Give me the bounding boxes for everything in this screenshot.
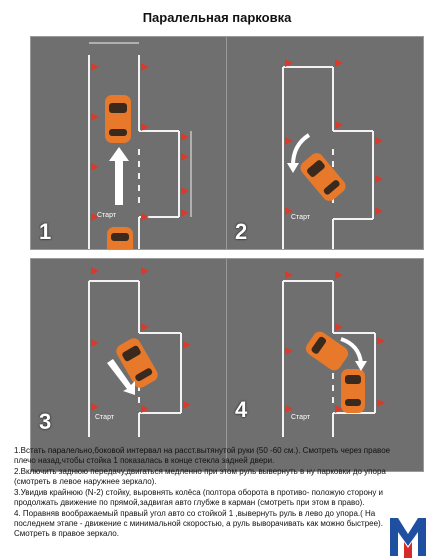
- car-4-mid: [303, 329, 351, 373]
- instructions-list: [14, 446, 404, 540]
- panel-number: 3: [39, 409, 52, 434]
- brand-logo: [388, 514, 428, 558]
- diagram-panel-4: [226, 258, 424, 472]
- panel-number: 2: [235, 219, 248, 244]
- parking-diagram-2: [227, 37, 423, 249]
- instruction-step: 4. Поравняв воображаемый правый угол авто со стойкой 1 ,вывернуть руль в лево до упора.( На последнем этапе - движение с минимальной скоростью, а руль выворачивать как можно быстрее). Смотреть в правое зеркало.: [14, 509, 383, 538]
- forward-arrow: [109, 147, 129, 205]
- diagram-panel-3: [30, 258, 228, 472]
- panel-number: 4: [235, 397, 248, 422]
- car-1: [105, 95, 131, 143]
- page-title: Паралельная парковка: [142, 10, 292, 25]
- start-label: Старт: [291, 214, 311, 221]
- parking-diagram-4: [227, 259, 423, 437]
- car-2: [298, 150, 349, 203]
- parking-diagram-1: [31, 37, 227, 249]
- diagram-panel-2: [226, 36, 424, 250]
- start-label: Старт: [95, 414, 115, 421]
- car-4-final: [341, 369, 365, 413]
- car-3: [114, 336, 161, 391]
- car-1-start: [107, 227, 133, 249]
- instruction-step: 3.Увидив крайнюю (N-2) стойку, выровнять колёса (полтора оборота в противо- положую сторону и продолжать движение по прямой,задвигая авто глубже в карман (смотреть при этом в право).: [14, 488, 384, 507]
- panel-number: 1: [39, 219, 52, 244]
- start-label: Старт: [291, 414, 311, 421]
- parking-diagram-3: [31, 259, 227, 437]
- instruction-step: 2.Включить заднюю передачу,двигаться медленно при этом руль вывернуть в ну парковки до упора (смотреть в левое наружнее зеркало).: [14, 467, 386, 486]
- start-label: Старт: [97, 212, 117, 219]
- diagram-panel-1: [30, 36, 228, 250]
- instruction-step: 1.Встать паралельно,боковой интервал на расст.вытянутой руки (50 -60 см.). Смотреть через правое плечо назад,чтобы стойка 1 показалась в конце стекла задней двери.: [14, 446, 391, 465]
